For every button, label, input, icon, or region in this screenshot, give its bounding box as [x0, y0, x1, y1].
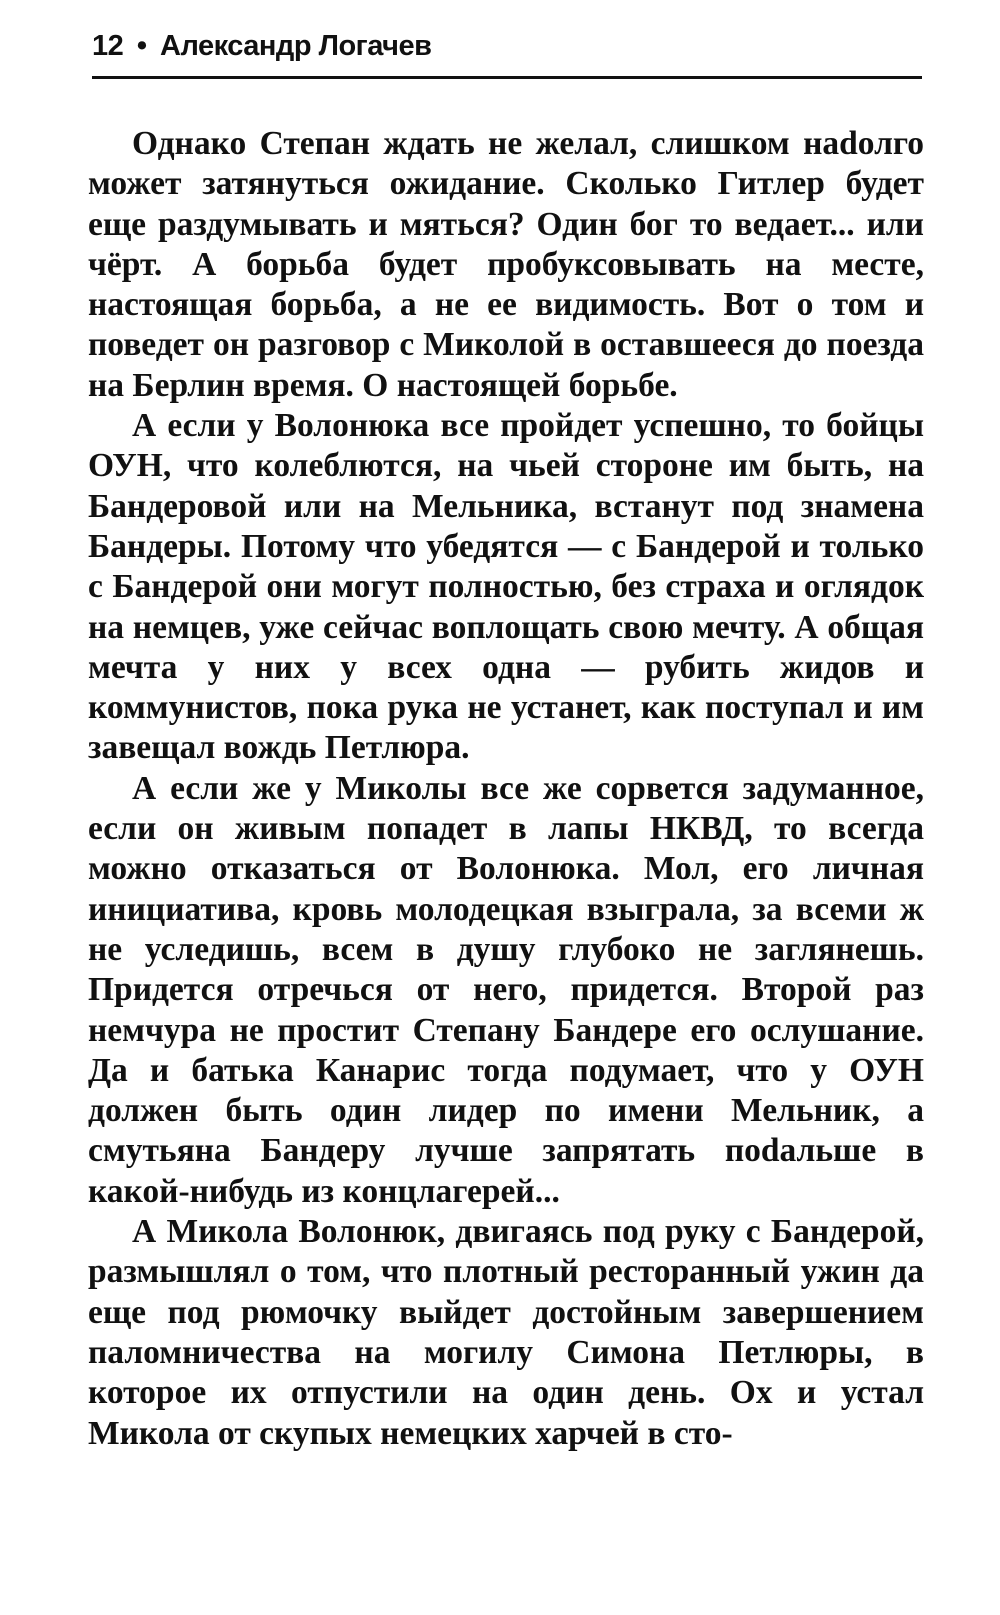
header-rule	[92, 76, 922, 79]
paragraph: Однако Степан ждать не желал, слишком наdолго может затянуться ожидание. Сколько Гитлер будет еще раздумывать и мяться? Один бог то ведает... или чёрт. А борьба будет пробуксовывать на месте, настоящая борьба, а не ее видимость. Вот о том и поведет он разговор с Миколой в оставшееся до поезда на Берлин время. О настоящей борьбе.	[88, 125, 924, 404]
running-title: Александр Логачев	[160, 30, 432, 62]
running-head	[92, 30, 922, 78]
paragraph: А если у Волонюка все пройдет успешно, то бойцы ОУН, что колеблются, на чьей стороне им быть, на Бандеровой или на Мельника, встанут под знамена Бандеры. Потому что убедятся — с Бандерой и только с Бандерой они могут полностью, без страха и оглядок на немцев, уже сейчас воплощать свою мечту. А общая мечта у них у всех одна — рубить жидов и коммунистов, пока рука не устанет, как поступал и им завещал вождь Петлюра.	[88, 407, 924, 767]
paragraph: А Микола Волонюк, двигаясь под руку с Бандерой, размышлял о том, что плотный ресторанный ужин да еще под рюмочку выйдет достойным завершением паломничества на могилу Симона Петлюры, в которое их отпустили на один день. Ох и устал Микола от скупых немецких харчей в сто-	[88, 1213, 924, 1452]
header-bullet: •	[136, 30, 147, 62]
body-text	[88, 124, 924, 1454]
page-number: 12	[92, 30, 124, 62]
paragraph: А если же у Миколы все же сорвется задуманное, если он живым попадет в лапы НКВД, то всегда можно отказаться от Волонюка. Мол, его личная инициатива, кровь молодецкая взыграла, за всеми ж не уследишь, всем в душу глубоко не заглянешь. Придется отречься от него, придется. Второй раз немчура не простит Степану Бандере его ослушание. Да и батька Канарис тогда подумает, что у ОУН должен быть один лидер по имени Мельник, а смутьяна Бандеру лучше запрятать поdальше в какой-нибудь из концлагерей...	[88, 769, 924, 1210]
